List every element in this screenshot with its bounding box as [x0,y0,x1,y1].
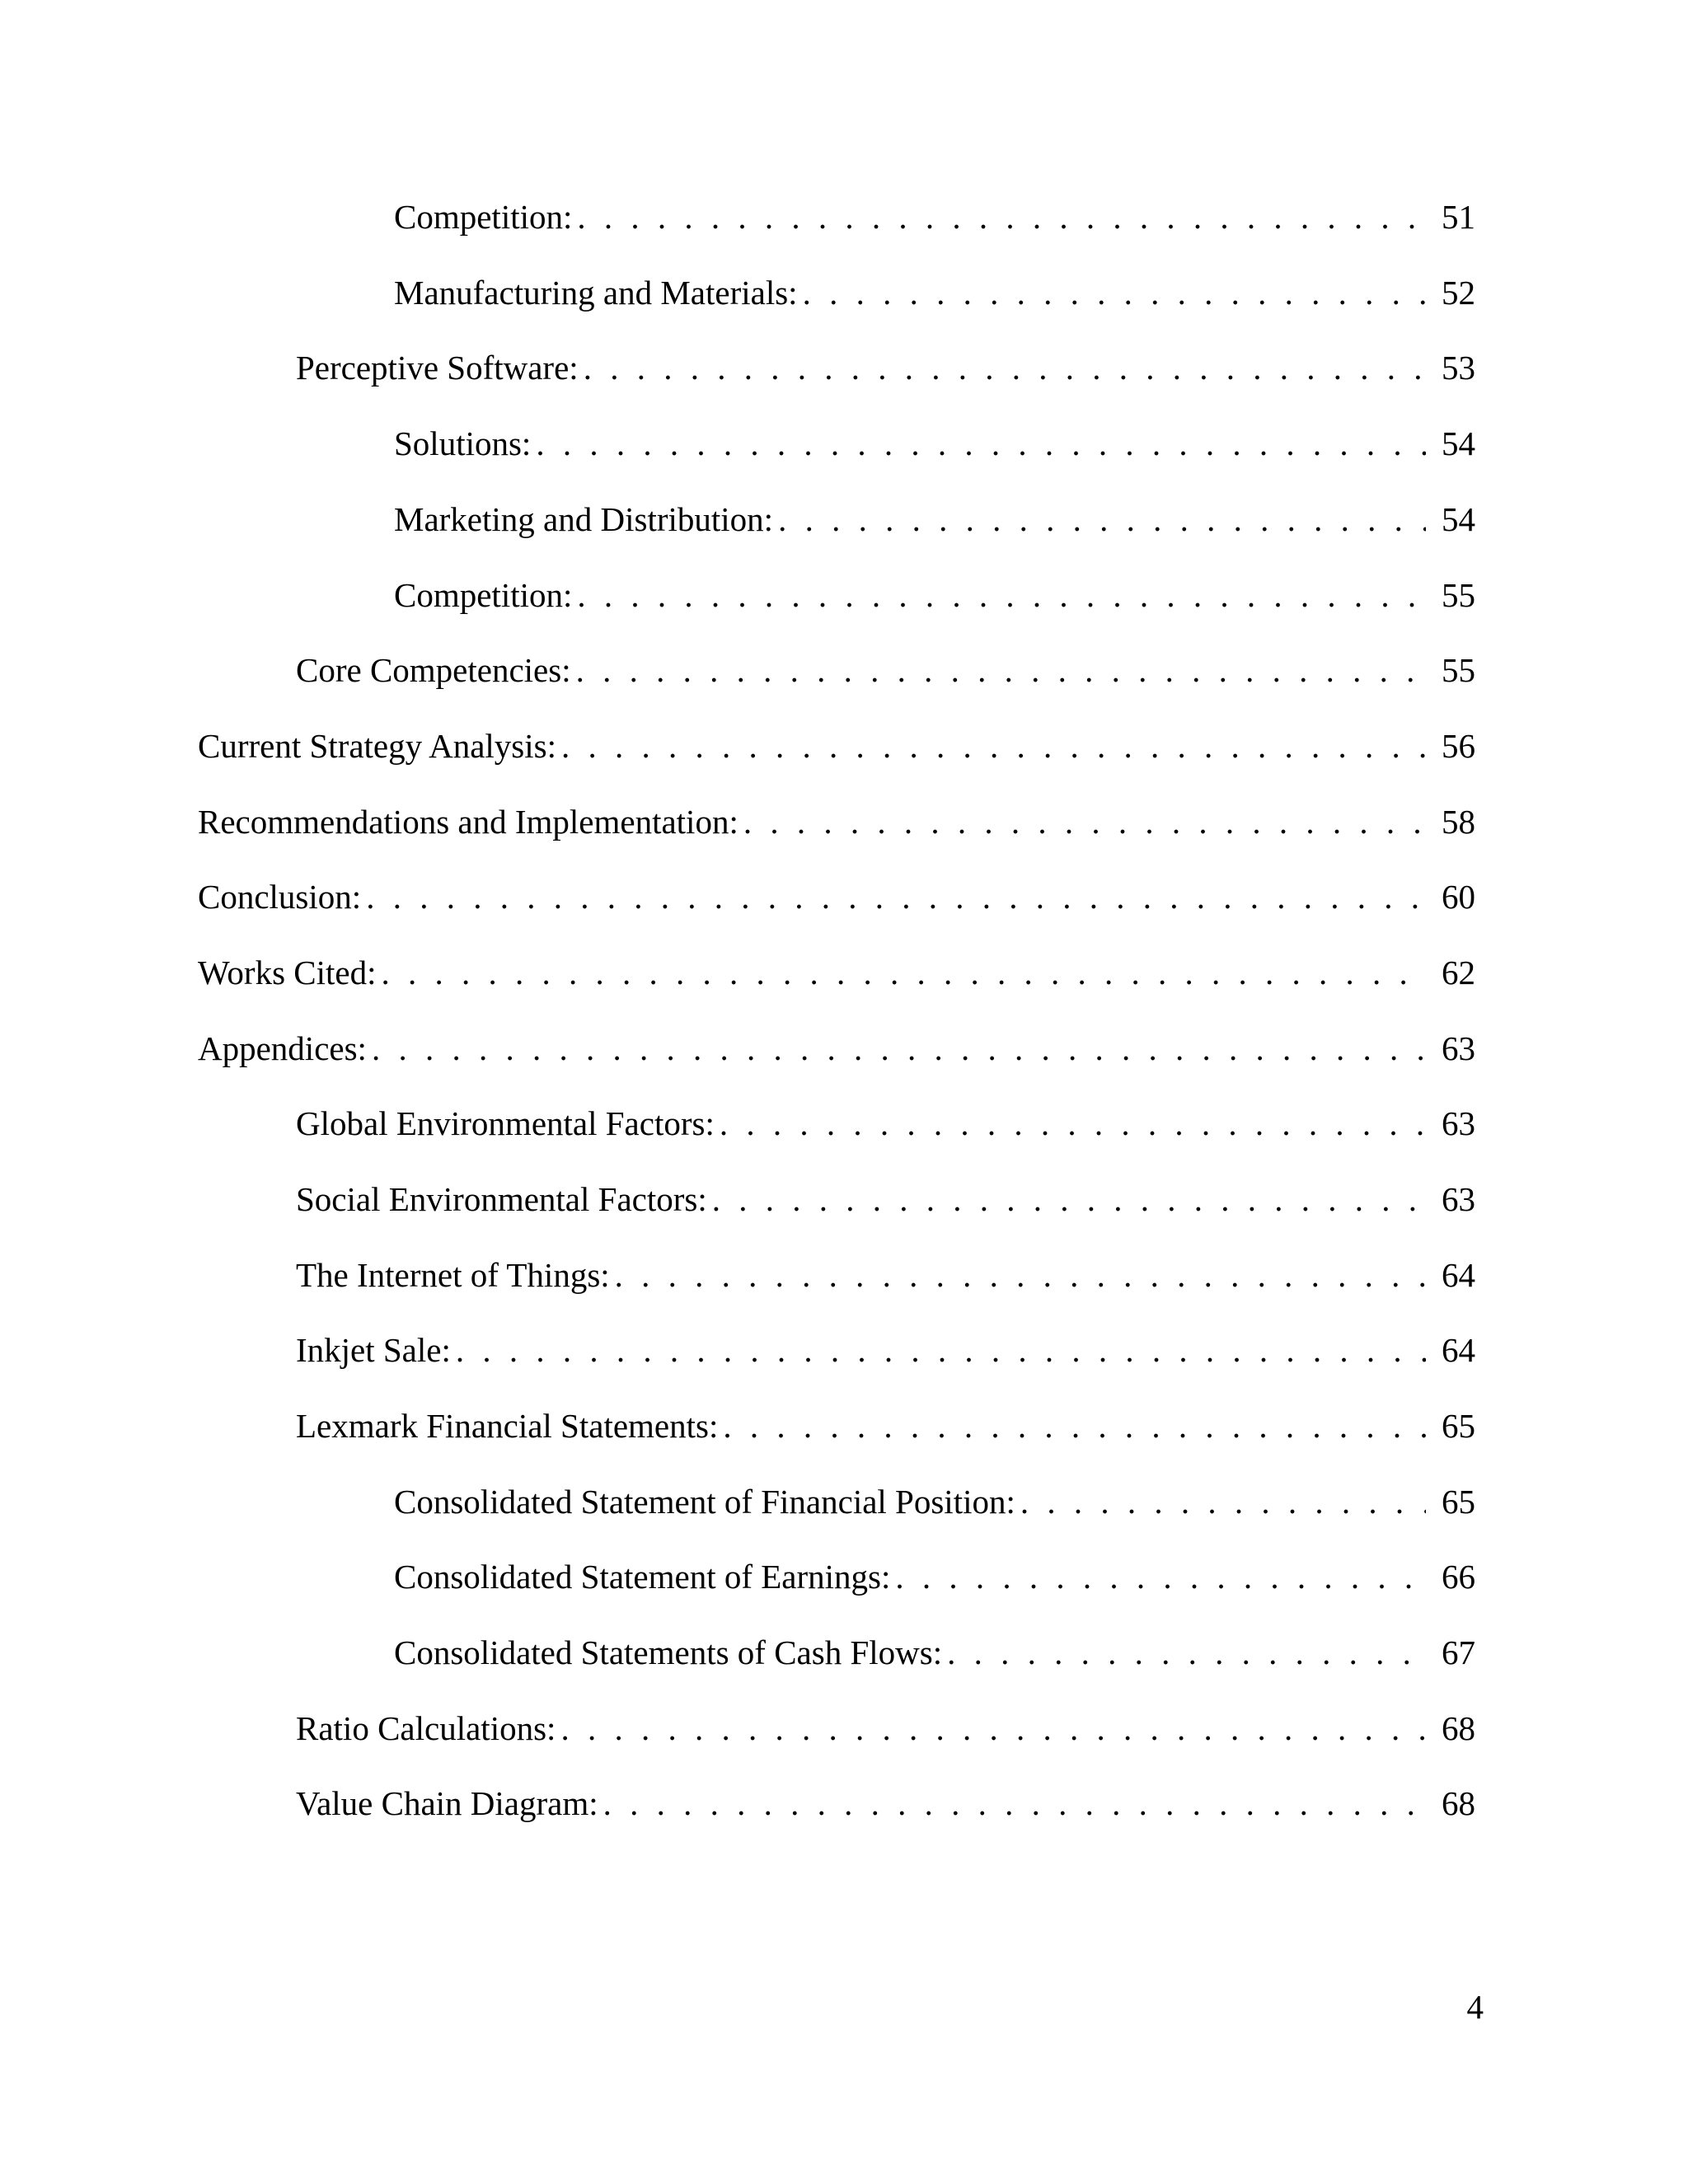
toc-entry-title: Marketing and Distribution: [394,500,774,538]
toc-dot-leader [556,1704,1426,1753]
toc-entry-title: Core Competencies: [296,651,571,689]
toc-entry[interactable] [198,948,1475,997]
toc-dot-leader [718,1401,1426,1451]
toc-entry-page: 51 [1442,198,1475,236]
toc-entry[interactable] [296,1250,1475,1300]
toc-dot-leader [610,1250,1426,1300]
toc-entry-title: Competition: [394,198,573,236]
page-number: 4 [1466,1988,1484,2026]
toc-dot-leader [451,1325,1426,1375]
toc-dot-leader [377,948,1427,997]
toc-dot-leader [798,268,1426,317]
toc-entry-page: 68 [1442,1709,1475,1747]
toc-entry-title: The Internet of Things: [296,1256,610,1294]
toc-entry-title: Recommendations and Implementation: [198,803,738,841]
toc-entry-title: Competition: [394,576,573,614]
toc-entry-title: Value Chain Diagram: [296,1784,598,1822]
toc-dot-leader [773,494,1426,544]
toc-entry-page: 67 [1442,1633,1475,1671]
toc-entry-title: Current Strategy Analysis: [198,727,557,765]
toc-entry-title: Consolidated Statement of Earnings: [394,1558,891,1596]
toc-dot-leader [598,1779,1426,1828]
toc-entry[interactable] [198,1024,1475,1073]
toc-entry[interactable] [394,1477,1475,1526]
toc-entry-title: Inkjet Sale: [296,1331,451,1369]
toc-dot-leader [715,1099,1426,1148]
toc-dot-leader [572,192,1426,241]
toc-entry-title: Consolidated Statements of Cash Flows: [394,1633,943,1671]
toc-entry-page: 65 [1442,1407,1475,1445]
toc-dot-leader [361,872,1426,921]
toc-entry-page: 54 [1442,424,1475,462]
toc-entry-title: Appendices: [198,1029,367,1067]
toc-entry[interactable] [198,797,1475,846]
toc-entry[interactable] [394,1552,1475,1601]
toc-dot-leader [738,797,1426,846]
toc-entry[interactable] [394,570,1475,620]
toc-entry[interactable] [296,1401,1475,1451]
toc-dot-leader [531,419,1426,468]
toc-entry-page: 68 [1442,1784,1475,1822]
toc-entry-page: 56 [1442,727,1475,765]
toc-entry[interactable] [296,1704,1475,1753]
toc-entry[interactable] [198,872,1475,921]
toc-entry-page: 60 [1442,878,1475,916]
toc-entry[interactable] [296,645,1475,695]
toc-entry-title: Consolidated Statement of Financial Position: [394,1483,1015,1521]
toc-entry[interactable] [296,1174,1475,1224]
toc-entry[interactable] [394,419,1475,468]
toc-dot-leader [556,721,1426,771]
toc-entry-title: Global Environmental Factors: [296,1104,715,1142]
toc-entry-page: 64 [1442,1331,1475,1369]
toc-entry[interactable] [296,1099,1475,1148]
toc-entry[interactable] [296,1779,1475,1828]
toc-entry[interactable] [394,494,1475,544]
toc-dot-leader [367,1024,1426,1073]
toc-entry[interactable] [296,343,1475,392]
toc-entry-title: Manufacturing and Materials: [394,274,798,312]
toc-entry[interactable] [394,1628,1475,1677]
toc-entry-page: 52 [1442,274,1475,312]
toc-entry[interactable] [394,192,1475,241]
toc-entry[interactable] [198,721,1475,771]
toc-dot-leader [890,1552,1426,1601]
toc-entry-title: Works Cited: [198,954,377,991]
toc-entry-title: Conclusion: [198,878,362,916]
toc-entry-page: 66 [1442,1558,1475,1596]
toc-entry-page: 62 [1442,954,1475,991]
toc-entry-page: 63 [1442,1029,1475,1067]
toc-entry-page: 55 [1442,576,1475,614]
toc-dot-leader [579,343,1426,392]
toc-entry-title: Solutions: [394,424,532,462]
toc-entry[interactable] [394,268,1475,317]
toc-dot-leader [1015,1477,1426,1526]
toc-entry-title: Ratio Calculations: [296,1709,556,1747]
toc-entry-page: 65 [1442,1483,1475,1521]
toc-dot-leader [707,1174,1426,1224]
toc-entry-page: 63 [1442,1104,1475,1142]
toc-dot-leader [572,570,1426,620]
toc-entry-page: 54 [1442,500,1475,538]
toc-entry[interactable] [296,1325,1475,1375]
toc-entry-page: 55 [1442,651,1475,689]
toc-entry-page: 53 [1442,349,1475,387]
toc-dot-leader [571,645,1426,695]
toc-entry-title: Perceptive Software: [296,349,579,387]
toc-entry-page: 63 [1442,1180,1475,1218]
toc-dot-leader [942,1628,1426,1677]
toc-entry-title: Social Environmental Factors: [296,1180,707,1218]
toc-entry-title: Lexmark Financial Statements: [296,1407,719,1445]
toc-entry-page: 58 [1442,803,1475,841]
toc-entry-page: 64 [1442,1256,1475,1294]
